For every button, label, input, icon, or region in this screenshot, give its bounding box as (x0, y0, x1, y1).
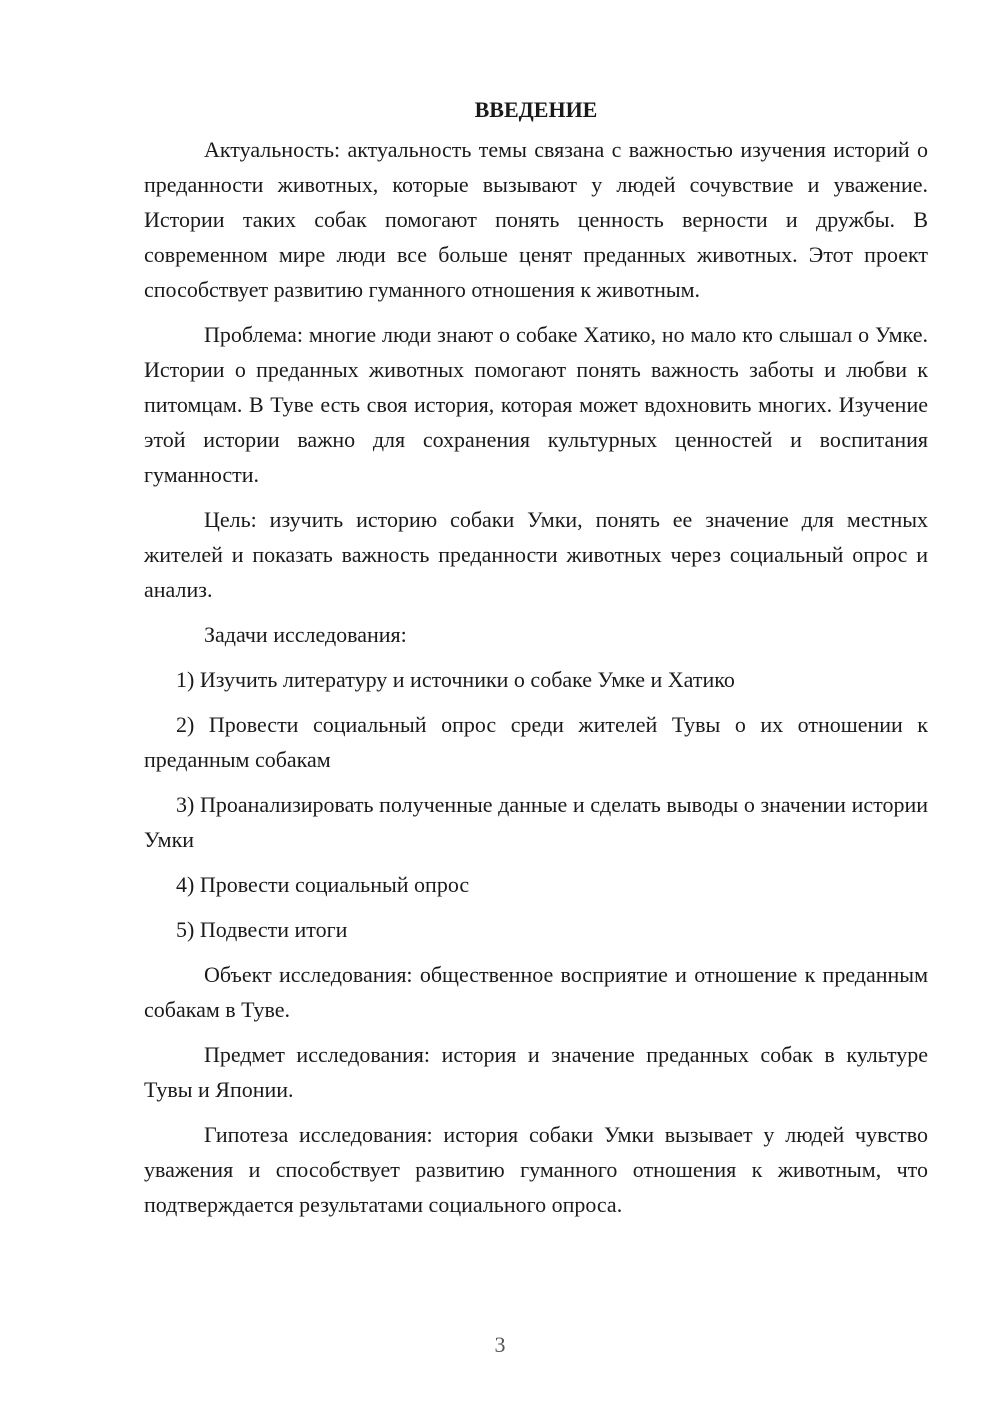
task-item-3: 3) Проанализировать полученные данные и сделать выводы о значении истории Умки (144, 792, 928, 852)
goal-paragraph: Цель: изучить историю собаки Умки, понять ее значение для местных жителей и показать важность преданности животных через социальный опрос и анализ. (144, 507, 928, 602)
task-item-2: 2) Провести социальный опрос среди жителей Тувы о их отношении к преданным собакам (144, 712, 928, 772)
section-title: ВВЕДЕНИЕ (474, 97, 598, 122)
document-page (144, 92, 928, 1232)
object-paragraph: Объект исследования: общественное восприятие и отношение к преданным собакам в Туве. (144, 962, 928, 1022)
tasks-label: Задачи исследования: (204, 622, 407, 647)
hypothesis-paragraph: Гипотеза исследования: история собаки Умки вызывает у людей чувство уважения и способствует развитию гуманного отношения к животным, что подтверждается результатами социального опроса. (144, 1122, 928, 1217)
problem-paragraph: Проблема: многие люди знают о собаке Хатико, но мало кто слышал о Умке. Истории о преданных животных помогают понять важность заботы и любви к питомцам. В Туве есть своя история, которая может вдохновить многих. Изучение этой истории важно для сохранения культурных ценностей и воспитания гуманности. (144, 322, 928, 487)
page-number: 3 (494, 1332, 506, 1357)
task-item-4: 4) Провести социальный опрос (176, 872, 470, 897)
task-item-5: 5) Подвести итоги (176, 917, 348, 942)
task-item-1: 1) Изучить литературу и источники о собаке Умке и Хатико (176, 667, 735, 692)
subject-paragraph: Предмет исследования: история и значение преданных собак в культуре Тувы и Японии. (144, 1042, 928, 1102)
relevance-paragraph: Актуальность: актуальность темы связана с важностью изучения историй о преданности животных, которые вызывают у людей сочувствие и уважение. Истории таких собак помогают понять ценность верности и дружбы. В современном мире люди все больше ценят преданных животных. Этот проект способствует развитию гуманного отношения к животным. (144, 137, 928, 302)
